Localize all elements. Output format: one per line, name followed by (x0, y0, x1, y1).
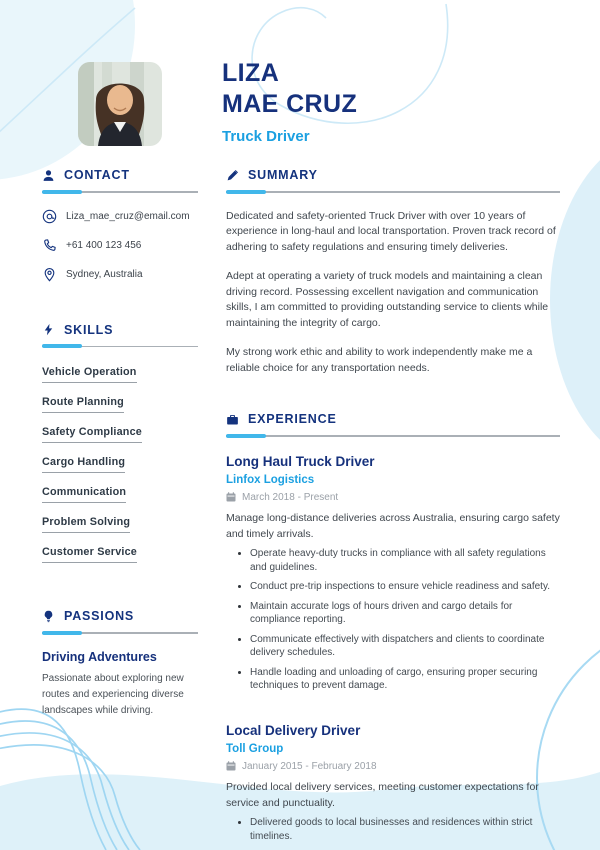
skills-list (42, 362, 198, 563)
lightbulb-icon (42, 610, 55, 623)
contact-row-phone (42, 238, 198, 253)
section-divider (42, 346, 198, 348)
job-bullet-list (226, 816, 560, 843)
main-column (226, 168, 560, 849)
phone-icon (42, 238, 57, 253)
skill-item: Problem Solving (42, 512, 198, 533)
name-line1: LIZA (222, 59, 280, 87)
contact-row-email (42, 209, 198, 224)
location-icon (42, 267, 57, 282)
contact-section (42, 168, 198, 282)
header-name-block (222, 58, 357, 145)
skill-item: Cargo Handling (42, 452, 198, 473)
skill-item: Safety Compliance (42, 422, 198, 443)
phone-value: +61 400 123 456 (66, 239, 142, 251)
summary-paragraph: Adept at operating a variety of truck models and maintaining a clean driving record. Possessing excellent navigation and communication skills, I am committed to providing outstanding service to clients while maintaining the integrity of cargo. (226, 269, 549, 329)
job-bullet-list (226, 547, 560, 693)
contact-label: CONTACT (64, 168, 130, 182)
job-entry (226, 454, 560, 693)
contact-heading (42, 168, 198, 182)
skill-item: Communication (42, 482, 198, 503)
skill-item: Route Planning (42, 392, 198, 413)
skills-section (42, 323, 198, 564)
experience-section (226, 412, 560, 843)
job-date-range: January 2015 - February 2018 (242, 760, 377, 772)
job-bullet: • Delivered goods to local businesses and residences within strict timelines. (250, 816, 560, 843)
job-title: Long Haul Truck Driver (226, 453, 375, 469)
job-title: Local Delivery Driver (226, 722, 361, 738)
contact-rows (42, 209, 198, 282)
job-description: Manage long-distance deliveries across Australia, ensuring cargo safety and timely arrivals. (226, 511, 560, 540)
passions-heading (42, 609, 198, 623)
summary-section (226, 168, 560, 376)
job-entry (226, 723, 560, 844)
job-company: Toll Group (226, 742, 284, 755)
calendar-icon (226, 761, 236, 771)
person-icon (42, 169, 55, 182)
contact-row-location (42, 267, 198, 282)
email-value: Liza_mae_cruz@email.com (66, 210, 190, 222)
portrait-image (78, 62, 162, 146)
location-value: Sydney, Australia (66, 268, 143, 280)
job-dates (226, 761, 560, 772)
summary-paragraphs (226, 209, 560, 377)
job-company: Linfox Logistics (226, 473, 315, 486)
job-bullet: • Conduct pre-trip inspections to ensure vehicle readiness and safety. (250, 580, 560, 594)
summary-heading (226, 168, 560, 182)
calendar-icon (226, 492, 236, 502)
passions-section (42, 609, 198, 719)
job-bullet: • Maintain accurate logs of hours driven and cargo details for compliance reporting. (250, 600, 560, 627)
candidate-title: Truck Driver (222, 128, 310, 145)
name-line2: MAE CRUZ (222, 89, 358, 118)
experience-heading (226, 412, 560, 426)
experience-label: EXPERIENCE (248, 412, 337, 427)
summary-paragraph: Dedicated and safety-oriented Truck Driver with over 10 years of experience in long-haul and local transportation. Proven track record of adhering to safety regulations and ensuring timely deliveries. (226, 209, 556, 253)
job-description: Provided local delivery services, meeting customer expectations for service and punctuality. (226, 780, 539, 809)
lightning-icon (42, 323, 55, 336)
skill-item: Customer Service (42, 542, 198, 563)
at-icon (42, 209, 57, 224)
section-divider (42, 191, 198, 193)
sidebar (42, 168, 198, 719)
briefcase-icon (226, 413, 239, 426)
job-bullet: • Communicate effectively with dispatchers and clients to coordinate delivery schedules. (250, 633, 560, 660)
profile-photo (78, 62, 162, 146)
job-date-range: March 2018 - Present (242, 491, 339, 503)
pen-icon (226, 169, 239, 182)
skills-heading (42, 323, 198, 337)
section-divider (226, 191, 560, 193)
section-divider (226, 435, 560, 437)
summary-paragraph: My strong work ethic and ability to work independently make me a reliable choice for any transportation needs. (226, 345, 533, 374)
job-bullet: • Handle loading and unloading of cargo, ensuring proper securing techniques to prevent damage. (250, 666, 560, 693)
passion-title: Driving Adventures (42, 649, 157, 664)
job-dates (226, 492, 560, 503)
skills-label: SKILLS (64, 322, 114, 337)
summary-label: SUMMARY (248, 168, 318, 182)
passions-label: PASSIONS (64, 609, 135, 623)
candidate-name (222, 58, 357, 119)
skill-item: Vehicle Operation (42, 362, 198, 383)
section-divider (42, 632, 198, 634)
job-bullet: • Operate heavy-duty trucks in compliance with all safety regulations and guidelines. (250, 547, 560, 574)
passion-text: Passionate about exploring new routes and experiencing diverse landscapes while driving. (42, 672, 184, 716)
